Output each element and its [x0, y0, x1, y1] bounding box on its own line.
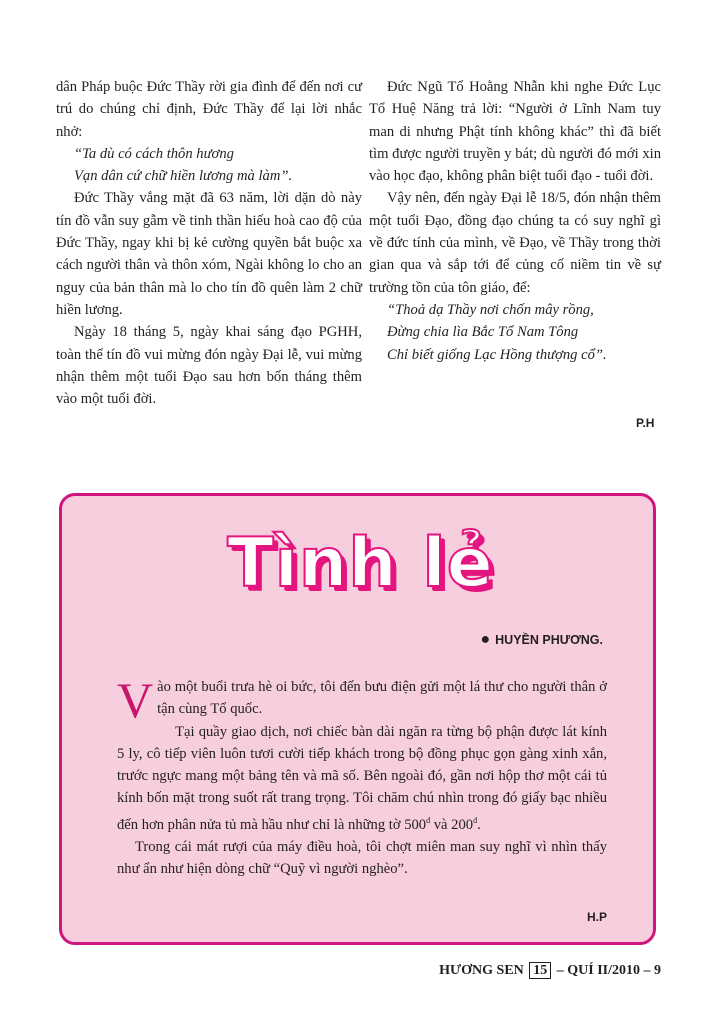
- drop-cap: V: [117, 672, 154, 728]
- paragraph: Trong cái mát rượi của máy điều hoà, tôi chợt miên man suy nghĩ vì nhìn thấy như ẩn như hiện dòng chữ “Quỹ vì người nghèo”.: [117, 838, 607, 878]
- issue-number: 15: [529, 962, 551, 979]
- paragraph-text: và 200: [430, 816, 474, 833]
- story-signature: H.P: [586, 910, 607, 924]
- magazine-name: HƯƠNG SEN: [439, 963, 524, 978]
- story-title: Tình lẻ: [227, 524, 494, 603]
- story-box: [59, 493, 656, 945]
- paragraph-text: .: [477, 816, 481, 833]
- paragraph: Ngày 18 tháng 5, ngày khai sáng đạo PGHH, toàn thể tín đồ vui mừng đón ngày Đại lễ, vui mừng nhận thêm một tuổi Đạo sau hơn bốn tháng thêm vào một tuổi đời.: [56, 324, 362, 408]
- article-signature: P.H: [636, 416, 655, 430]
- paragraph: Đức Ngũ Tổ Hoằng Nhẫn khi nghe Đức Lục Tổ Huệ Năng trả lời: “Người ở Lĩnh Nam tuy man di nhưng Phật tính không khác” thì đã biết tìm được người truyền y bát; dù người đó mới xin vào học đạo, không phân biệt tuổi đạo - tuổi đời.: [369, 79, 661, 185]
- paragraph: Vậy nên, đến ngày Đại lễ 18/5, đón nhận thêm một tuổi Đạo, đồng đạo chúng ta có suy nghĩ gì về đức tính của mình, về Đạo, về Thầy trong thời gian qua và sắp tới để củng cố niềm tin về sự trường tồn của tôn giáo, để:: [369, 190, 661, 296]
- verse-line: Chỉ biết giống Lạc Hồng thượng cổ”.: [387, 346, 607, 363]
- superscript: đ: [426, 815, 431, 825]
- left-column: [56, 76, 362, 410]
- paragraph: Đức Thầy vắng mặt đã 63 năm, lời dặn dò này tín đồ vẫn suy gẫm về tinh thần hiếu hoà cao độ của Đức Thầy, ngay khi bị kẻ cường quyền bắt buộc xa cách người thân và thôn xóm, Ngài không lo cho an nguy của bản thân mà lo cho tín đồ quên làm 2 chữ hiền lương.: [56, 190, 362, 318]
- bullet-icon: ●: [480, 631, 491, 648]
- paragraph: [117, 721, 607, 836]
- story-author: [480, 631, 603, 649]
- author-name: HUYỀN PHƯƠNG.: [495, 633, 603, 647]
- right-column: [369, 76, 661, 366]
- verse-line: “Thoả dạ Thầy nơi chốn mây rồng,: [387, 301, 594, 318]
- paragraph: dân Pháp buộc Đức Thầy rời gia đình để đến nơi cư trú do chúng chỉ định, Đức Thầy để lại lời nhắc nhở:: [56, 79, 362, 140]
- superscript: đ: [473, 815, 478, 825]
- story-body: [117, 672, 607, 881]
- page-footer: [0, 962, 661, 979]
- verse-line: Vạn dân cứ chữ hiền lương mà làm”.: [74, 168, 293, 185]
- paragraph-text: Tại quầy giao dịch, nơi chiếc bàn dài ngăn ra từng bộ phận được lát kính 5 ly, cô tiếp viên luôn tươi cười tiếp khách trong bộ đồng phục gọn gàng xinh xắn, trước ngực mang một bảng tên và mã số. Bên ngoài đó, gần nơi hộp thơ một cái tủ kính bốn mặt trong suốt rất trang trọng. Tôi chăm chú nhìn trong đó giấy bạc nhiều đến hơn phân nửa tủ mà hầu như chỉ là những tờ 500: [117, 723, 607, 833]
- verse-line: “Ta dù có cách thôn hương: [74, 145, 234, 162]
- verse-line: Đừng chia lìa Bắc Tổ Nam Tông: [387, 324, 579, 341]
- issue-quarter: – QUÍ II/2010 –: [556, 963, 651, 978]
- paragraph-text: ào một buổi trưa hè oi bức, tôi đến bưu điện gửi một lá thư cho người thân ở tận cùng Tổ quốc.: [157, 679, 607, 718]
- paragraph: [117, 672, 607, 728]
- page-number: 9: [654, 963, 661, 978]
